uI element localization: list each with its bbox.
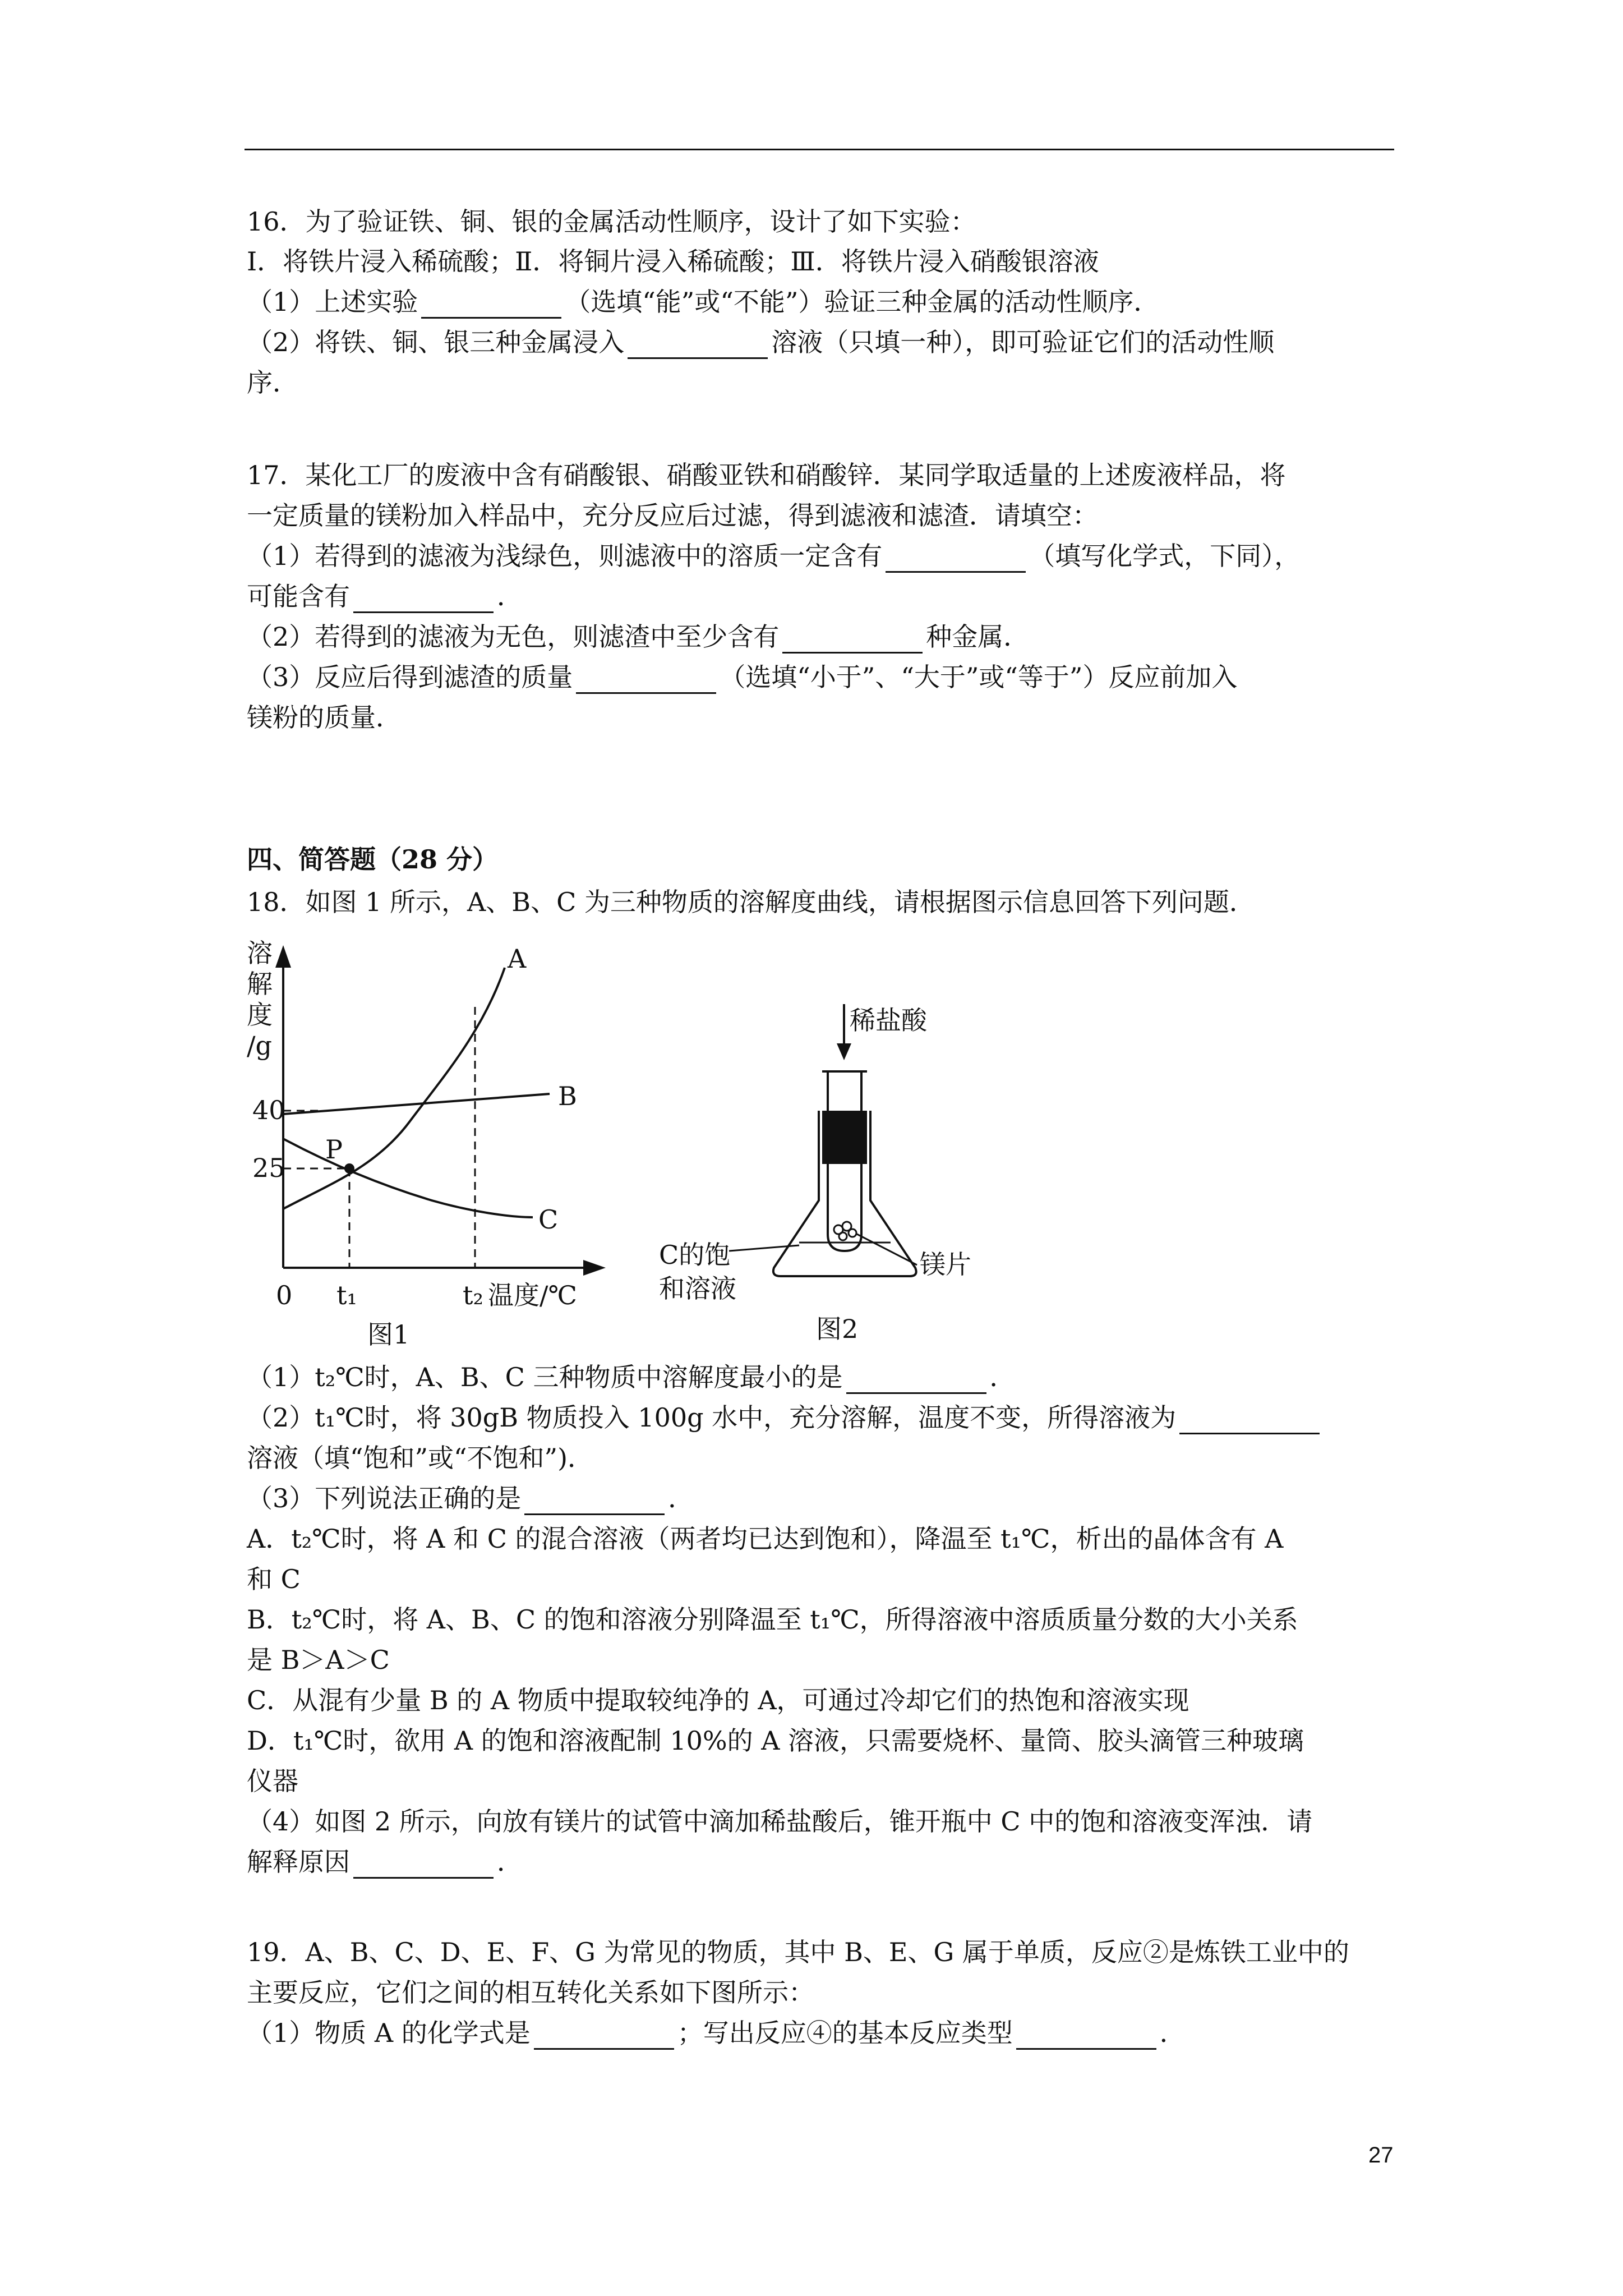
q16-blank2[interactable] (628, 329, 768, 359)
q17-blank4[interactable] (576, 664, 716, 694)
q19-blank1[interactable] (534, 2020, 674, 2050)
q18-sub2-text: （2）t₁℃时，将 30gB 物质投入 100g 水中，充分溶解，温度不变，所得溶液为 (247, 1402, 1177, 1433)
q17-line7: 镁粉的质量． (247, 702, 402, 733)
q18-option-d (247, 1724, 1304, 1757)
q19-stem-cont (247, 1976, 814, 2009)
q19-line2: 主要反应，它们之间的相互转化关系如下图所示： (247, 1977, 814, 2008)
q19-blank2[interactable] (1016, 2020, 1156, 2050)
q17-sub1 (247, 539, 1300, 573)
acid-label: 稀盐酸 (850, 1005, 927, 1036)
label-curve-b: B (558, 1081, 577, 1111)
q18-option-b (247, 1603, 1298, 1636)
q18-option-b-line1: B．t₂℃时，将 A、B、C 的饱和溶液分别降温至 t₁℃，所得溶液中溶质质量分数的大小关系 (247, 1604, 1298, 1635)
q17-sub3-text: （3）反应后得到滤渣的质量 (247, 662, 573, 692)
solution-label-1: C的饱 (659, 1240, 731, 1270)
q17-sub3-tail: （选填“小于”、“大于”或“等于”）反应前加入 (720, 662, 1238, 692)
tick-40: 40 (252, 1095, 285, 1125)
q18-option-d-cont (247, 1764, 298, 1798)
curve-a (283, 968, 505, 1209)
q16-sub2 (247, 325, 1274, 359)
y-label-4: /g (247, 1030, 272, 1061)
curve-c (283, 1139, 533, 1217)
q16-sub2-cont (247, 366, 298, 399)
point-p (344, 1163, 354, 1174)
q18-sub3 (247, 1481, 694, 1515)
q18-sub4-text: （4）如图 2 所示，向放有镁片的试管中滴加稀盐酸后，锥开瓶中 C 中的饱和溶液变浑浊．请 (247, 1806, 1313, 1837)
q19-sub1 (247, 2016, 1186, 2050)
q16-sub1-text: （1）上述实验 (247, 287, 418, 317)
tick-t1: t₁ (336, 1280, 357, 1310)
q17-sub2-text: （2）若得到的滤液为无色，则滤渣中至少含有 (247, 622, 780, 652)
header-rule (245, 149, 1394, 150)
x-axis-label: 温度/℃ (488, 1280, 577, 1310)
q17-sub1-cont-tail: ． (497, 581, 523, 611)
label-curve-a: A (508, 944, 527, 974)
q18-sub1 (247, 1360, 1016, 1394)
q17-line1: 17．某化工厂的废液中含有硝酸银、硝酸亚铁和硝酸锌．某同学取适量的上述废液样品，将 (247, 460, 1286, 490)
page-number: 27 (1368, 2143, 1394, 2168)
acid-arrow-head-icon (837, 1043, 851, 1060)
q17-blank2[interactable] (353, 583, 494, 613)
q18-option-b-line2: 是 B＞A＞C (247, 1645, 390, 1675)
q17-line2: 一定质量的镁粉加入样品中，充分反应后过滤，得到滤液和滤渣．请填空： (247, 500, 1098, 531)
q18-sub4 (247, 1805, 1312, 1838)
mg-strip-icon (834, 1222, 856, 1240)
label-curve-c: C (538, 1204, 559, 1235)
q17-blank3[interactable] (782, 624, 923, 654)
q17-sub1-text: （1）若得到的滤液为浅绿色，则滤液中的溶质一定含有 (247, 541, 883, 571)
q18-option-a-cont (247, 1562, 301, 1596)
q17-stem (247, 458, 1286, 492)
q18-option-a-line1: A．t₂℃时，将 A 和 C 的混合溶液（两者均已达到饱和），降温至 t₁℃，析出的晶体含有 A (247, 1524, 1284, 1554)
q17-sub1-cont-text: 可能含有 (247, 581, 350, 611)
q18-sub2-cont (247, 1441, 593, 1475)
q18-option-d-line2: 仪器 (247, 1766, 298, 1796)
label-origin: 0 (276, 1280, 293, 1310)
y-axis-arrow-icon (275, 945, 291, 968)
y-label-3: 度 (247, 1000, 273, 1030)
figure1-caption: 图1 (367, 1319, 410, 1350)
q18-blank2[interactable] (1179, 1405, 1320, 1434)
q18-sub3-tail: ． (668, 1483, 694, 1513)
q18-blank4[interactable] (353, 1849, 494, 1879)
mg-label: 镁片 (920, 1249, 971, 1280)
q18-blank1[interactable] (846, 1364, 986, 1394)
q18-sub3-text: （3）下列说法正确的是 (247, 1483, 522, 1513)
q16-line1: 16．为了验证铁、铜、银的金属活动性顺序，设计了如下实验： (247, 206, 976, 237)
q18-sub4-tail: ． (497, 1847, 523, 1877)
section-heading-text: 四、简答题（28 分） (247, 844, 499, 875)
q16-blank1[interactable] (421, 289, 561, 319)
q18-option-c (247, 1683, 1189, 1717)
q17-blank1[interactable] (886, 543, 1026, 573)
q16-stem (247, 205, 976, 238)
q16-line2: Ⅰ．将铁片浸入稀硫酸；Ⅱ．将铜片浸入稀硫酸；Ⅲ．将铁片浸入硝酸银溶液 (247, 246, 1099, 277)
q17-sub3 (247, 660, 1237, 694)
q19-sub1-tail: ． (1159, 2018, 1186, 2048)
q19-line1: 19．A、B、C、D、E、F、G 为常见的物质，其中 B、E、G 属于单质，反应②是炼铁工业中的 (247, 1937, 1349, 1967)
q18-stem (247, 885, 1255, 919)
figure1-solubility-chart (247, 931, 639, 1352)
q18-option-a (247, 1522, 1283, 1556)
figure2-caption: 图2 (816, 1314, 859, 1344)
q17-sub2-tail: 种金属． (926, 622, 1030, 652)
section-heading (247, 843, 498, 876)
x-axis-arrow-icon (583, 1260, 606, 1276)
tick-t2: t₂ (463, 1280, 483, 1310)
y-label-2: 解 (247, 969, 273, 999)
figure2-apparatus (656, 987, 1021, 1352)
q19-sub1-mid: ；写出反应④的基本反应类型 (677, 2018, 1013, 2048)
q18-sub1-tail: ． (989, 1362, 1016, 1392)
q18-sub4-cont (247, 1845, 523, 1879)
q16-sub2-tail: 溶液（只填一种），即可验证它们的活动性顺 (771, 327, 1275, 357)
q18-sub1-text: （1）t₂℃时，A、B、C 三种物质中溶解度最小的是 (247, 1362, 843, 1392)
q16-line5: 序． (247, 367, 298, 398)
q18-option-a-line2: 和 C (247, 1564, 301, 1594)
q18-sub2-cont-text: 溶液（填“饱和”或“不饱和”)． (247, 1443, 594, 1473)
q17-sub2 (247, 620, 1029, 654)
q18-sub4-cont-text: 解释原因 (247, 1847, 350, 1877)
q17-sub3-cont (247, 701, 402, 734)
label-p: P (325, 1134, 343, 1165)
q18-blank3[interactable] (524, 1485, 665, 1515)
mg-leader-line (857, 1234, 917, 1265)
q17-sub1-cont (247, 579, 523, 613)
solution-label-2: 和溶液 (659, 1273, 736, 1304)
q16-sub1-tail: （选填“能”或“不能”）验证三种金属的活动性顺序． (565, 287, 1160, 317)
q17-sub1-tail: （填写化学式，下同）， (1029, 541, 1301, 571)
q18-option-c-line1: C．从混有少量 B 的 A 物质中提取较纯净的 A，可通过冷却它们的热饱和溶液实现 (247, 1685, 1189, 1715)
q19-stem (247, 1935, 1349, 1969)
y-label-1: 溶 (247, 938, 273, 968)
q18-sub2 (247, 1401, 1323, 1434)
q18-option-b-cont (247, 1643, 390, 1677)
q17-stem-cont (247, 499, 1098, 532)
q16-experiments (247, 245, 1099, 278)
q18-line1: 18．如图 1 所示，A、B、C 为三种物质的溶解度曲线，请根据图示信息回答下列问题． (247, 887, 1255, 917)
q18-option-d-line1: D．t₁℃时，欲用 A 的饱和溶液配制 10%的 A 溶液，只需要烧杯、量筒、胶头滴管三种玻璃 (247, 1726, 1304, 1756)
solution-leader-line (729, 1245, 799, 1251)
q16-sub2-text: （2）将铁、铜、银三种金属浸入 (247, 327, 625, 357)
tick-25: 25 (252, 1153, 285, 1183)
q19-sub1-text: （1）物质 A 的化学式是 (247, 2018, 531, 2048)
q16-sub1 (247, 285, 1159, 319)
